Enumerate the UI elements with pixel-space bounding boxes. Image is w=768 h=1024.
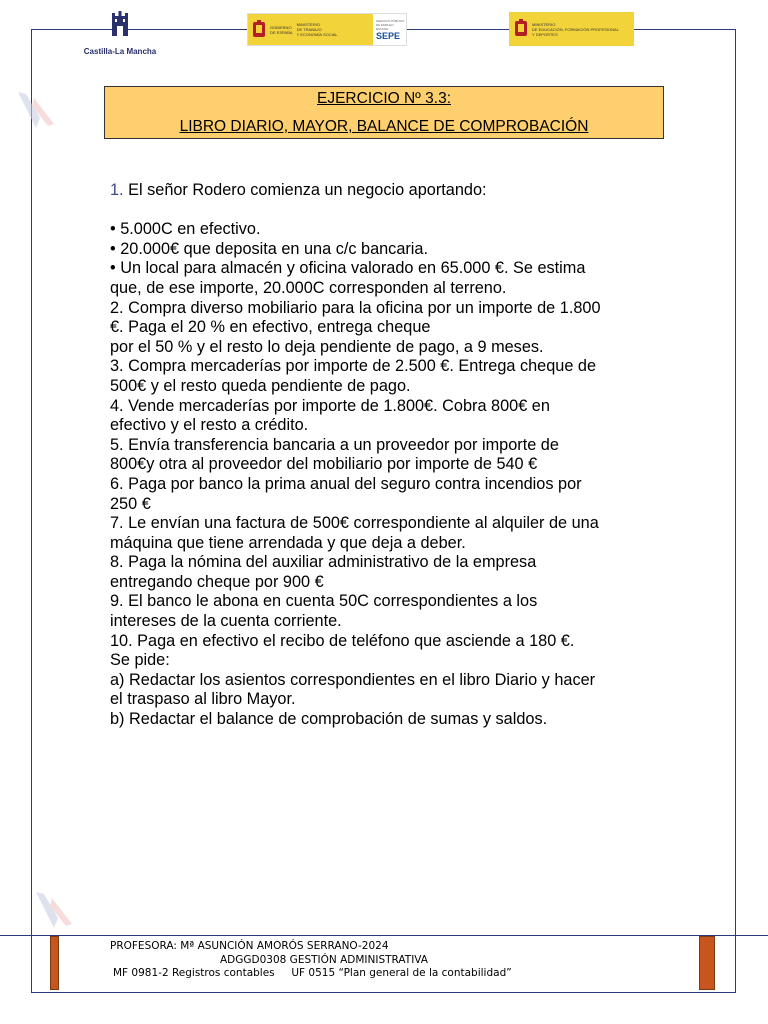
content-line: máquina que tiene arrendada y que deja a deber. <box>110 533 466 552</box>
ministry-text-3: Y ECONOMÍA SOCIAL <box>296 32 338 37</box>
gobierno-sepe-logo <box>247 13 407 46</box>
watermark-icon <box>14 88 58 132</box>
content-line: a) Redactar los asientos correspondientes en el libro Diario y hacer <box>110 670 596 689</box>
content-line: 5. Envía transferencia bancaria a un proveedor por importe de <box>110 435 559 454</box>
content-line: que, de ese importe, 20.000C corresponden al terreno. <box>110 278 507 297</box>
exercise-title-box <box>104 86 664 139</box>
sepe-logo-text: SEPE <box>376 30 401 41</box>
content-line: €. Paga el 20 % en efectivo, entrega cheque <box>110 318 431 337</box>
content-line: efectivo y el resto a crédito. <box>110 416 309 435</box>
content-line: Se pide: <box>110 651 170 670</box>
sepe-small-1: SERVICIO PÚBLICO <box>376 18 405 23</box>
content-line: 8. Paga la nómina del auxiliar administrativo de la empresa <box>110 553 537 572</box>
content-line: 4. Vende mercaderías por importe de 1.800€. Cobra 800€ en <box>110 396 550 415</box>
intro-number: 1. <box>110 181 124 199</box>
edu-ministry-text-2: DE EDUCACIÓN, FORMACIÓN PROFESIONAL <box>532 26 619 32</box>
content-line: el traspaso al libro Mayor. <box>110 690 296 709</box>
gob-text-1: GOBIERNO <box>270 24 292 30</box>
content-line: 2. Compra diverso mobiliario para la oficina por un importe de 1.800 <box>110 298 601 317</box>
footer-teacher: PROFESORA: Mª ASUNCIÓN AMORÓS SERRANO-2024 <box>110 940 389 952</box>
content-line: 7. Le envían una factura de 500€ correspondiente al alquiler de una <box>110 514 599 533</box>
content-line: • 5.000C en efectivo. <box>110 220 261 239</box>
footer-accent-bar-right <box>699 936 715 990</box>
intro-paragraph <box>110 181 666 201</box>
content-line: 800€y otra al proveedor del mobiliario por importe de 540 € <box>110 455 538 474</box>
clm-logo-text: Castilla-La Mancha <box>83 47 157 56</box>
content-line: por el 50 % y el resto lo deja pendiente de pago, a 9 meses. <box>110 337 544 356</box>
castilla-la-mancha-logo <box>80 10 160 60</box>
content-line: b) Redactar el balance de comprobación de sumas y saldos. <box>110 710 548 729</box>
content-line: 3. Compra mercaderías por importe de 2.500 €. Entrega cheque de <box>110 357 597 376</box>
watermark-icon <box>32 888 76 932</box>
content-line: entregando cheque por 900 € <box>110 572 324 591</box>
spain-coat-of-arms-icon <box>514 19 528 39</box>
content-line: 500€ y el resto queda pendiente de pago. <box>110 376 411 395</box>
sepe-small-2: DE EMPLEO ESTATAL <box>376 22 394 31</box>
spain-coat-of-arms-icon <box>252 20 266 40</box>
exercise-topic: LIBRO DIARIO, MAYOR, BALANCE DE COMPROBACIÓN <box>179 118 589 135</box>
ministerio-educacion-logo <box>509 12 634 46</box>
edu-ministry-text-3: Y DEPORTES <box>532 31 558 37</box>
footer-modules: MF 0981-2 Registros contables UF 0515 “Plan general de la contabilidad” <box>113 967 512 979</box>
intro-text: El señor Rodero comienza un negocio aportando: <box>123 181 487 199</box>
content-line: intereses de la cuenta corriente. <box>110 612 342 631</box>
footer-course: ADGGD0308 GESTIÓN ADMINISTRATIVA <box>220 954 428 966</box>
castle-crest-icon <box>109 10 131 40</box>
content-line: 6. Paga por banco la prima anual del seguro contra incendios por <box>110 474 582 493</box>
content-line: 250 € <box>110 494 151 513</box>
footer-divider <box>0 935 768 936</box>
content-line: 9. El banco le abona en cuenta 50C correspondientes a los <box>110 592 538 611</box>
footer-accent-bar-left <box>50 936 59 990</box>
ministry-text-1: MINISTERIO <box>296 22 320 27</box>
ministry-text-2: DE TRABAJO <box>296 27 322 32</box>
gob-text-2: DE ESPAÑA <box>270 29 293 35</box>
content-line: • Un local para almacén y oficina valorado en 65.000 €. Se estima <box>110 259 586 278</box>
content-line: 10. Paga en efectivo el recibo de teléfono que asciende a 180 €. <box>110 631 575 650</box>
edu-ministry-text-1: MINISTERIO <box>532 21 556 27</box>
exercise-content <box>110 181 666 730</box>
exercise-number: EJERCICIO Nº 3.3: <box>317 90 451 107</box>
content-line: • 20.000€ que deposita en una c/c bancaria. <box>110 239 428 258</box>
